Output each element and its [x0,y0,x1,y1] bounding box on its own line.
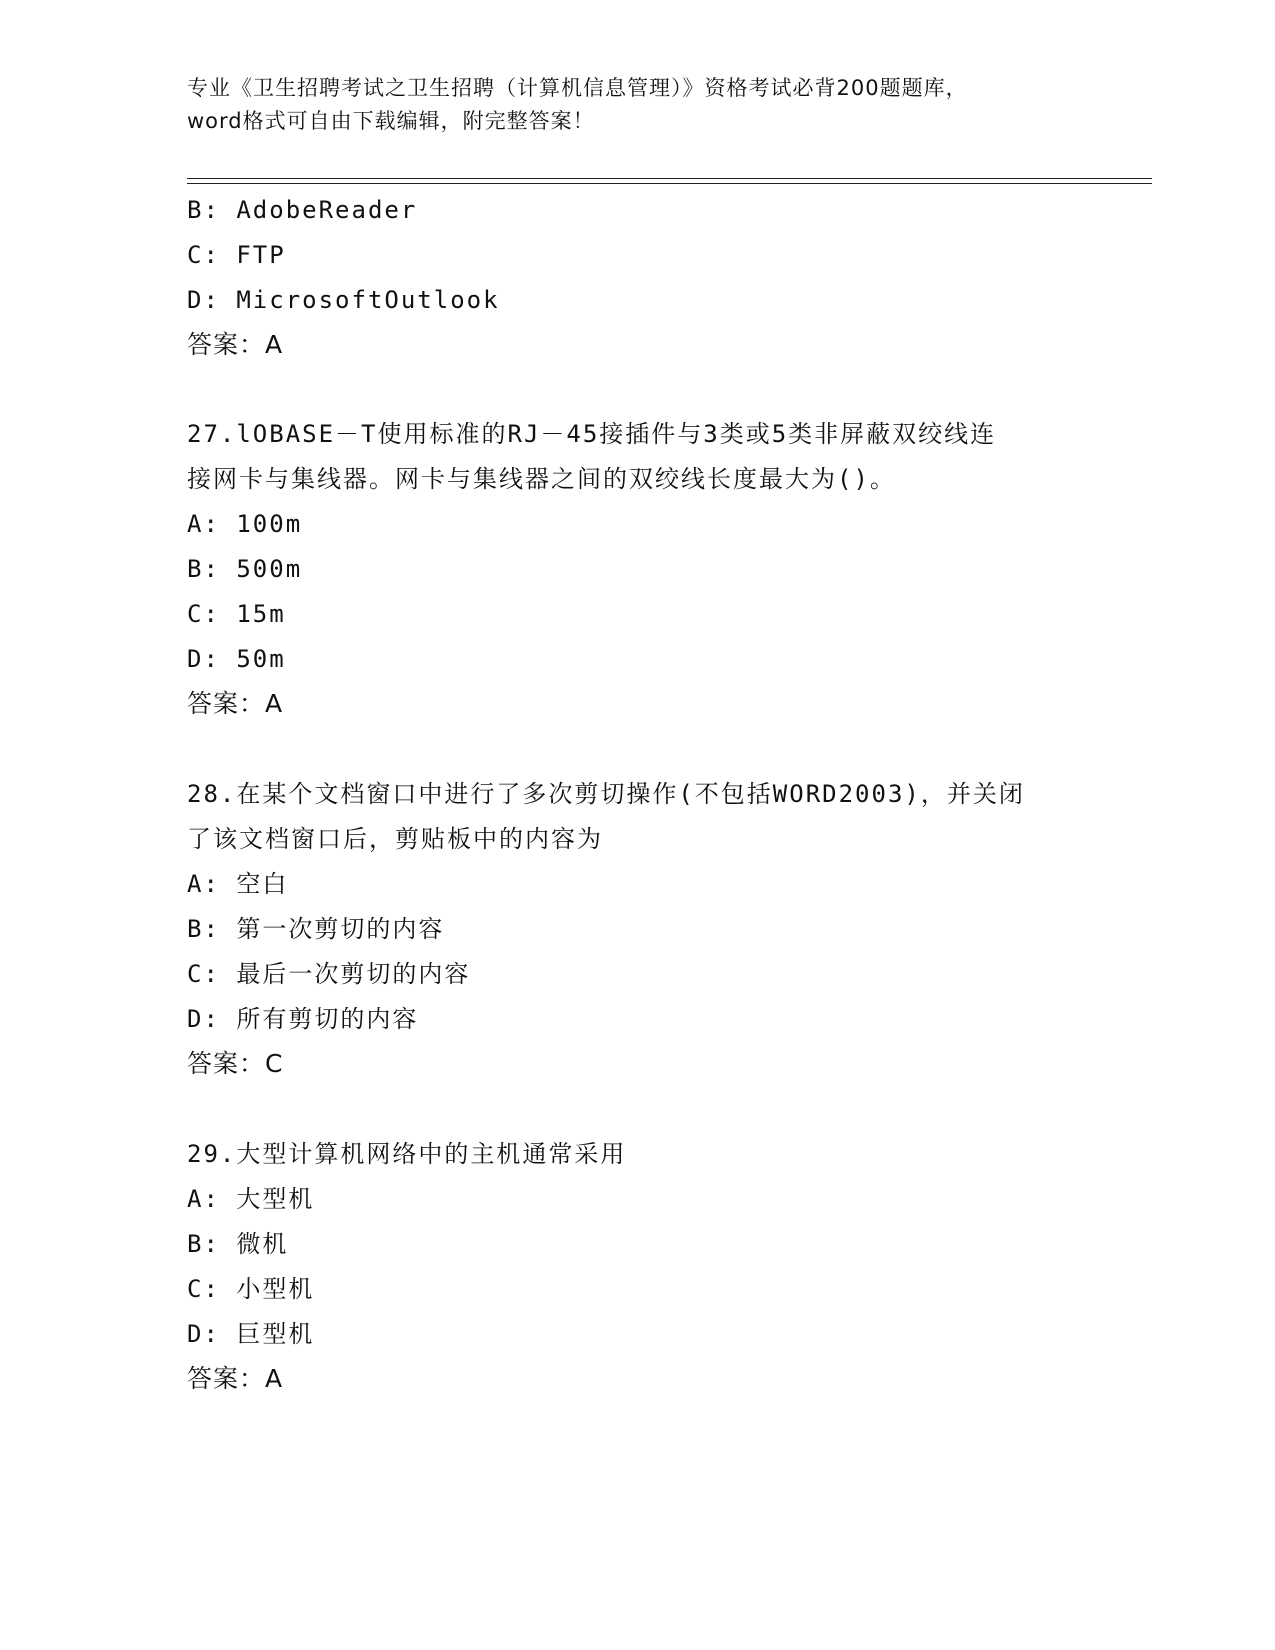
q29-option-a: A: 大型机 [187,1185,315,1213]
q27-answer: 答案：A [187,689,284,718]
q28-text-line-1: 28.在某个文档窗口中进行了多次剪切操作(不包括WORD2003)，并关闭 [187,780,1025,808]
header-line-1: 专业《卫生招聘考试之卫生招聘（计算机信息管理）》资格考试必背200题题库， [187,76,968,100]
header-divider-top [187,178,1152,179]
q29-text-line-1: 29.大型计算机网络中的主机通常采用 [187,1140,627,1168]
q28-option-c: C: 最后一次剪切的内容 [187,960,471,988]
document-header [187,72,1087,138]
q29-option-c: C: 小型机 [187,1275,315,1303]
q29-option-d: D: 巨型机 [187,1320,315,1348]
q27-option-c: C: 15m [187,600,286,628]
q28-option-a: A: 空白 [187,870,289,898]
header-divider-bottom [187,183,1152,184]
q27-text-line-2: 接网卡与集线器。网卡与集线器之间的双绞线长度最大为()。 [187,465,896,493]
q26-option-b: B: AdobeReader [187,196,418,224]
q29-option-b: B: 微机 [187,1230,289,1258]
q27-option-a: A: 100m [187,510,303,538]
q28-text-line-2: 了该文档窗口后，剪贴板中的内容为 [187,825,603,853]
q27-option-b: B: 500m [187,555,303,583]
q26-option-c: C: FTP [187,241,286,269]
q29-answer: 答案：A [187,1364,284,1393]
q27-text-line-1: 27.lOBASE－T使用标准的RJ－45接插件与3类或5类非屏蔽双绞线连 [187,420,997,448]
q28-option-b: B: 第一次剪切的内容 [187,915,445,943]
q28-answer: 答案：C [187,1049,284,1078]
q28-option-d: D: 所有剪切的内容 [187,1005,419,1033]
q26-answer: 答案：A [187,330,284,359]
q26-option-d: D: MicrosoftOutlook [187,286,500,314]
q27-option-d: D: 50m [187,645,286,673]
header-line-2: word格式可自由下载编辑，附完整答案！ [187,109,595,133]
